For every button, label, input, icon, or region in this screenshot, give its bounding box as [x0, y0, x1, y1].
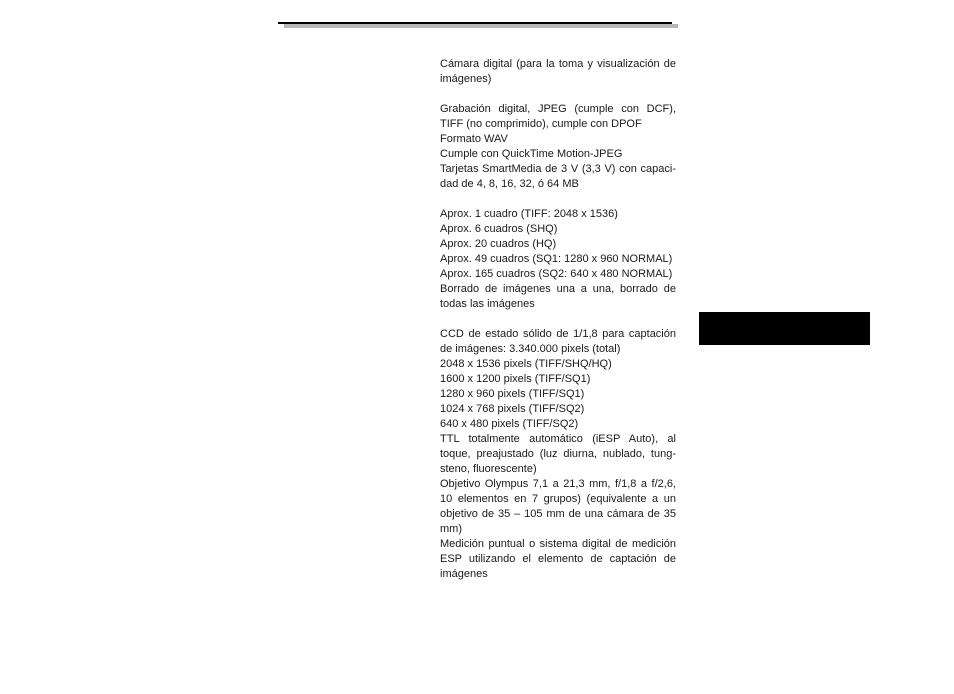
spec-line: Tarjetas SmartMedia de 3 V (3,3 V) con capaci-	[440, 163, 676, 175]
erase-spec	[440, 282, 676, 312]
spec-line: 2048 x 1536 pixels (TIFF/SHQ/HQ)	[440, 358, 612, 370]
spec-line: de imágenes: 3.340.000 pixels (total)	[440, 343, 621, 355]
resolution-spec	[440, 357, 676, 432]
spec-line: Borrado de imágenes una a una, borrado de	[440, 283, 676, 295]
header-rule	[278, 22, 672, 24]
spacer	[440, 192, 676, 207]
spec-line: 1024 x 768 pixels (TIFF/SQ2)	[440, 403, 585, 415]
spec-line: Cámara digital (para la toma y visualización de	[440, 58, 676, 70]
white-balance-spec	[440, 432, 676, 477]
spec-line: Grabación digital, JPEG (cumple con DCF),	[440, 103, 676, 115]
image-sensor-spec	[440, 327, 676, 357]
spacer	[440, 87, 676, 102]
spec-line: 1600 x 1200 pixels (TIFF/SQ1)	[440, 373, 591, 385]
recording-format-spec	[440, 102, 676, 162]
spec-line: steno, fluorescente)	[440, 463, 537, 475]
spec-line: imágenes)	[440, 73, 492, 85]
spec-line: 640 x 480 pixels (TIFF/SQ2)	[440, 418, 579, 430]
spec-line: objetivo de 35 – 105 mm de una cámara de 35	[440, 508, 676, 520]
spec-line: dad de 4, 8, 16, 32, ó 64 MB	[440, 178, 579, 190]
spec-line: Aprox. 1 cuadro (TIFF: 2048 x 1536)	[440, 208, 618, 220]
spec-line: todas las imágenes	[440, 298, 535, 310]
spec-line: Aprox. 165 cuadros (SQ2: 640 x 480 NORMAL)	[440, 268, 673, 280]
spacer	[440, 312, 676, 327]
spec-line: CCD de estado sólido de 1/1,8 para captación	[440, 328, 676, 340]
spec-line: toque, preajustado (luz diurna, nublado, tung-	[440, 448, 676, 460]
memory-spec	[440, 162, 676, 192]
storage-capacity-spec	[440, 207, 676, 282]
spec-line: 10 elementos en 7 grupos) (equivalente a un	[440, 493, 676, 505]
spec-line: Objetivo Olympus 7,1 a 21,3 mm, f/1,8 a f/2,6,	[440, 478, 676, 490]
spec-line: Aprox. 20 cuadros (HQ)	[440, 238, 557, 250]
spec-line: Aprox. 49 cuadros (SQ1: 1280 x 960 NORMAL)	[440, 253, 673, 265]
spec-line: mm)	[440, 523, 462, 535]
section-tab-marker	[699, 312, 870, 345]
spec-line: Cumple con QuickTime Motion-JPEG	[440, 148, 623, 160]
lens-spec	[440, 477, 676, 537]
specifications-text	[440, 57, 676, 582]
spec-line: TIFF (no comprimido), cumple con DPOF	[440, 118, 642, 130]
spec-line: Aprox. 6 cuadros (SHQ)	[440, 223, 558, 235]
metering-spec	[440, 537, 676, 582]
spec-line: TTL totalmente automático (iESP Auto), al	[440, 433, 676, 445]
spec-line: 1280 x 960 pixels (TIFF/SQ1)	[440, 388, 585, 400]
spec-line: Formato WAV	[440, 133, 508, 145]
spec-line: Medición puntual o sistema digital de medición	[440, 538, 676, 550]
spec-line: imágenes	[440, 568, 488, 580]
header-rule-shadow	[284, 24, 678, 28]
camera-type-spec	[440, 57, 676, 87]
spec-line: ESP utilizando el elemento de captación de	[440, 553, 676, 565]
